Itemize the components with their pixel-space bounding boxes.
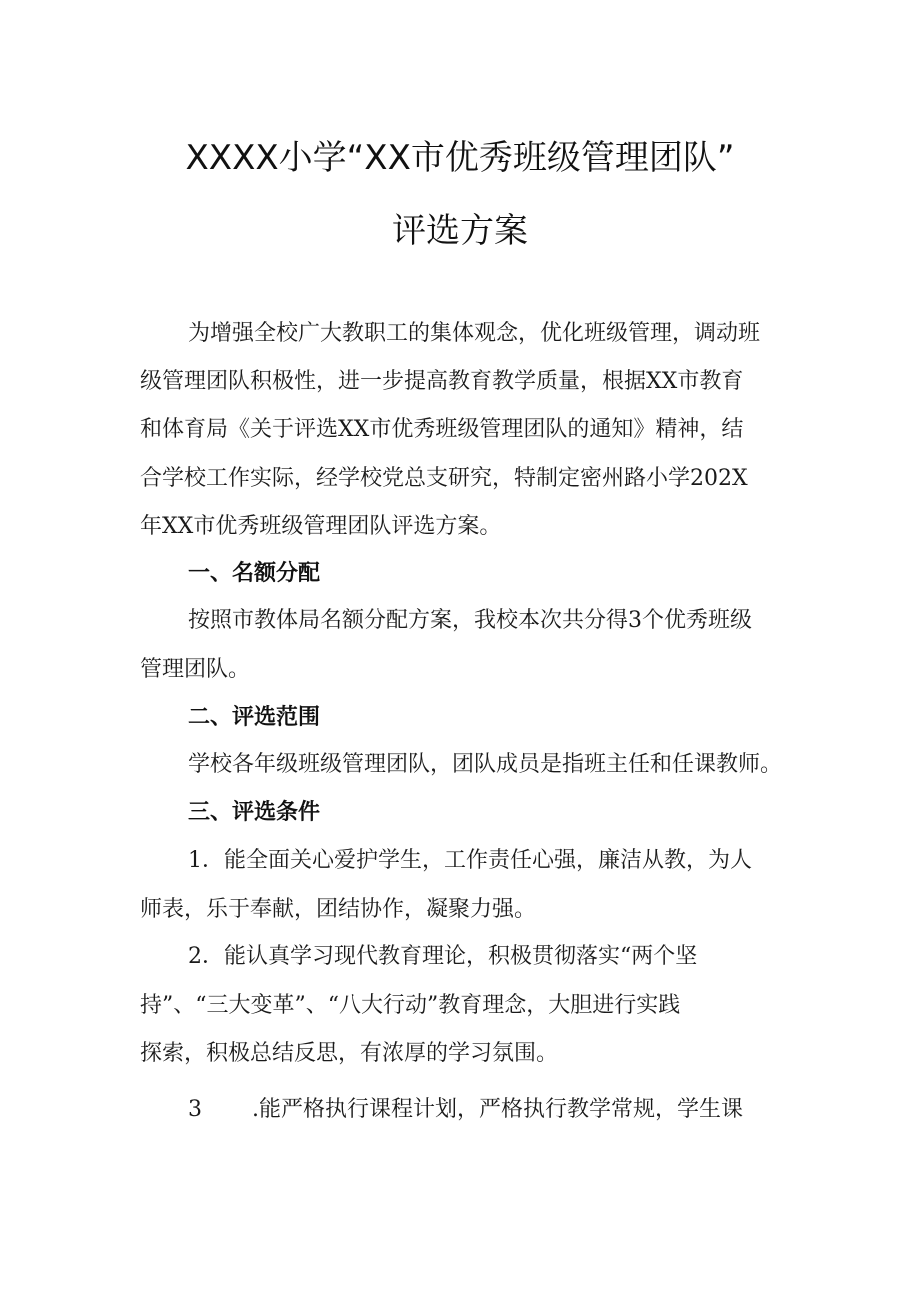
section-heading-quota: 一、名额分配 — [188, 561, 321, 586]
document-title-line2: 评选方案 — [392, 211, 528, 251]
quota-line-2: 管理团队。 — [140, 657, 251, 682]
section-heading-scope: 二、评选范围 — [188, 705, 321, 730]
intro-line-5: 年XX市优秀班级管理团队评选方案。 — [140, 514, 502, 539]
intro-line-4: 合学校工作实际，经学校党总支研究，特制定密州路小学202X — [140, 466, 748, 491]
intro-line-2: 级管理团队积极性，进一步提高教育教学质量，根据XX市教育 — [140, 369, 744, 394]
criteria-item2-line-1: 2．能认真学习现代教育理论，积极贯彻落实“两个坚 — [188, 944, 698, 969]
criteria-item2-line-2: 持”、“三大变革”、“八大行动”教育理念，大胆进行实践 — [140, 993, 681, 1018]
criteria-item1-line-1: 1．能全面关心爱护学生，工作责任心强，廉洁从教，为人 — [188, 848, 752, 873]
intro-line-1: 为增强全校广大教职工的集体观念，优化班级管理，调动班 — [188, 321, 761, 346]
criteria-item3-line-1: .能严格执行课程计划，严格执行教学常规，学生课 — [252, 1097, 743, 1122]
criteria-item1-line-2: 师表，乐于奉献，团结协作，凝聚力强。 — [140, 897, 537, 922]
scope-line-1: 学校各年级班级管理团队，团队成员是指班主任和任课教师。 — [188, 752, 783, 777]
quota-line-1: 按照市教体局名额分配方案，我校本次共分得3个优秀班级 — [188, 608, 752, 633]
document-title-line1: XXXX小学“XX市优秀班级管理团队” — [185, 138, 735, 178]
section-heading-criteria: 三、评选条件 — [188, 800, 321, 825]
criteria-item3-number: 3 — [188, 1097, 202, 1122]
criteria-item2-line-3: 探索，积极总结反思，有浓厚的学习氛围。 — [140, 1041, 559, 1066]
intro-line-3: 和体育局《关于评选XX市优秀班级管理团队的通知》精神，结 — [140, 417, 744, 442]
